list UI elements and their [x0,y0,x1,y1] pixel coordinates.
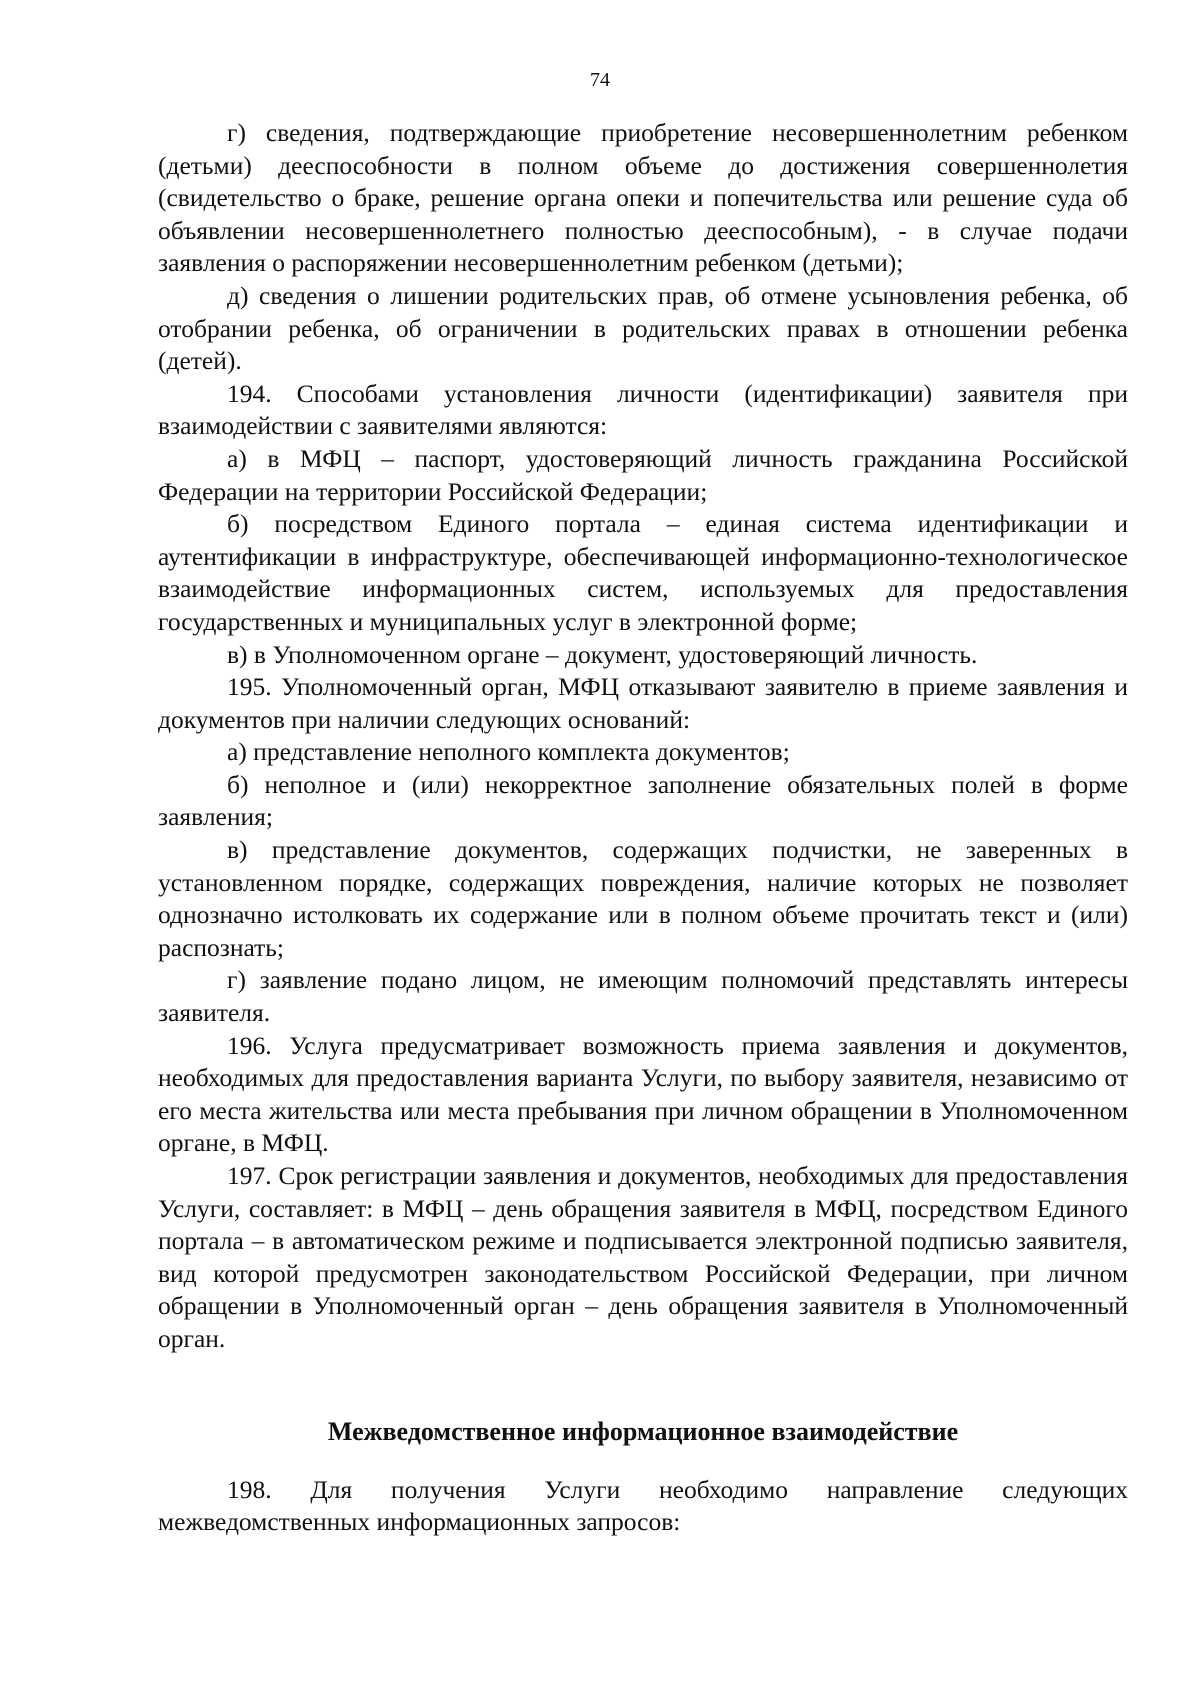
page-number: 74 [590,69,610,91]
paragraph-194-a: а) в МФЦ – паспорт, удостоверяющий личность гражданина Российской Федерации на территории Российской Федерации; [158,443,1128,506]
paragraph-d-parental-rights: д) сведения о лишении родительских прав, об отмене усыновления ребенка, об отобрании ребенка, об ограничении в родительских правах в отношении ребенка (детей). [158,280,1128,376]
document-body [158,117,1128,1539]
paragraph-195-b: б) неполное и (или) некорректное заполнение обязательных полей в форме заявления; [158,769,1128,832]
paragraph-196: 196. Услуга предусматривает возможность приема заявления и документов, необходимых для предоставления варианта Услуги, по выбору заявителя, независимо от его места жительства или места пребывания при личном обращении в Уполномоченном органе, в МФЦ. [158,1030,1128,1158]
paragraph-194-b: б) посредством Единого портала – единая система идентификации и аутентификации в инфраструктуре, обеспечивающей информационно-технологическое взаимодействие информационных систем, используемых для предоставления государственных и муниципальных услуг в электронной форме; [158,509,1128,636]
paragraph-195-g: г) заявление подано лицом, не имеющим полномочий представлять интересы заявителя. [158,965,1128,1028]
paragraph-g-legal-capacity: г) сведения, подтверждающие приобретение несовершеннолетним ребенком (детьми) дееспособности в полном объеме до достижения совершеннолетия (свидетельство о браке, решение органа опеки и попечительства или решение суда об объявлении несовершеннолетнего полностью дееспособным), - в случае подачи заявления о распоряжении несовершеннолетним ребенком (детьми); [158,118,1128,278]
paragraph-194: 194. Способами установления личности (идентификации) заявителя при взаимодействии с заявителями являются: [158,378,1128,441]
paragraph-195: 195. Уполномоченный орган, МФЦ отказывают заявителю в приеме заявления и документов при наличии следующих оснований: [158,672,1128,734]
paragraph-195-v: в) представление документов, содержащих подчистки, не заверенных в установленном порядке, содержащих повреждения, наличие которых не позволяет однозначно истолковать их содержание или в полном объеме прочитать текст и (или) распознать; [158,835,1128,962]
paragraph-195-a: а) представление неполного комплекта документов; [227,737,790,767]
section-heading: Межведомственное информационное взаимодействие [327,1416,959,1446]
paragraph-198: 198. Для получения Услуги необходимо направление следующих межведомственных информационных запросов: [158,1474,1128,1537]
paragraph-194-v: в) в Уполномоченном органе – документ, удостоверяющий личность. [227,639,978,669]
paragraph-197: 197. Срок регистрации заявления и документов, необходимых для предоставления Услуги, составляет: в МФЦ – день обращения заявителя в МФЦ, посредством Единого портала – в автоматическом режиме и подписывается электронной подписью заявителя, вид которой предусмотрен законодательством Российской Федерации, при личном обращении в Уполномоченный орган – день обращения заявителя в Уполномоченный орган. [158,1161,1128,1353]
